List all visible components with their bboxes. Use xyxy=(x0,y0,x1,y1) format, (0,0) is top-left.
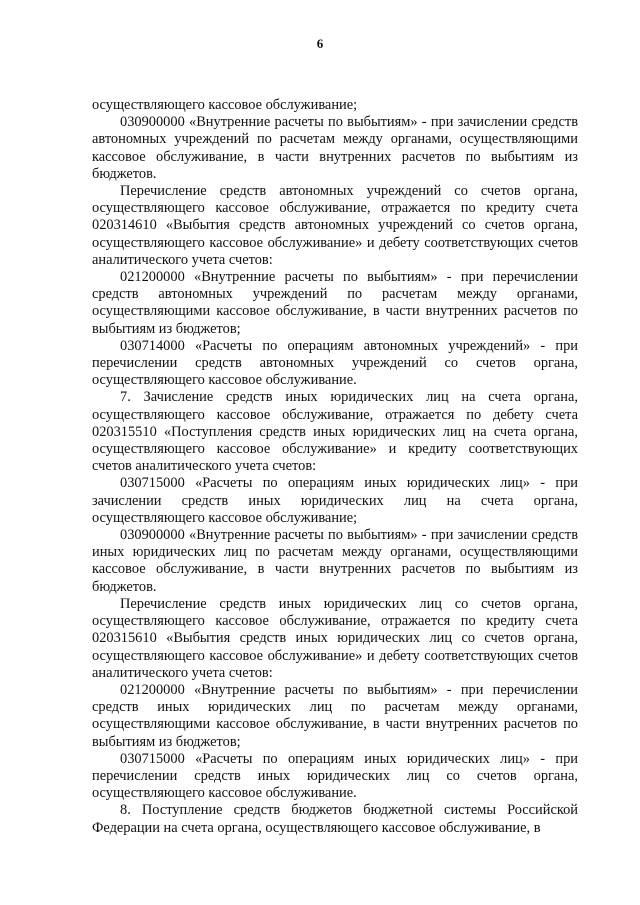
paragraph: Перечисление средств иных юридических лиц со счетов органа, осуществляющего кассовое обслуживание, отражается по кредиту счета 020315610 «Выбытия средств иных юридических лиц со счетов органа, осуществляющего кассовое обслуживание» и дебету соответствующих счетов аналитического учета счетов: xyxy=(92,595,578,681)
paragraph-section-8: 8. Поступление средств бюджетов бюджетной системы Российской Федерации на счета органа, осуществляющего кассовое обслуживание, в xyxy=(92,802,578,836)
paragraph: 021200000 «Внутренние расчеты по выбытиям» - при перечислении средств иных юридических лиц по расчетам между органами, осуществляющими кассовое обслуживание, в части внутренних расчетов по выбытиям из бюджетов; xyxy=(92,681,578,750)
paragraph: Перечисление средств автономных учреждений со счетов органа, осуществляющего кассовое обслуживание, отражается по кредиту счета 020314610 «Выбытия средств автономных учреждений со счетов органа, осуществляющего кассовое обслуживание» и дебету соответствующих счетов аналитического учета счетов: xyxy=(92,183,578,268)
paragraph: 030715000 «Расчеты по операциям иных юридических лиц» - при зачислении средств иных юридических лиц на счета органа, осуществляющего кассовое обслуживание; xyxy=(92,475,578,526)
page-number: 6 xyxy=(316,36,324,51)
paragraph: 030714000 «Расчеты по операциям автономных учреждений» - при перечислении средств автономных учреждений со счетов органа, осуществляющего кассовое обслуживание. xyxy=(92,337,578,389)
paragraph: 030715000 «Расчеты по операциям иных юридических лиц» - при перечислении средств иных юридических лиц со счетов органа, осуществляющего кассовое обслуживание. xyxy=(92,750,578,802)
paragraph: 030900000 «Внутренние расчеты по выбытиям» - при зачислении средств иных юридических лиц по расчетам между органами, осуществляющими кассовое обслуживание, в части внутренних расчетов по выбытиям из бюджетов. xyxy=(92,527,578,595)
document-body xyxy=(92,97,578,837)
paragraph: 030900000 «Внутренние расчеты по выбытиям» - при зачислении средств автономных учреждений по расчетам между органами, осуществляющими кассовое обслуживание, в части внутренних расчетов по выбытиям из бюджетов. xyxy=(92,114,578,182)
paragraph-continuation: осуществляющего кассовое обслуживание; xyxy=(92,97,358,113)
paragraph: 021200000 «Внутренние расчеты по выбытиям» - при перечислении средств автономных учреждений по расчетам между органами, осуществляющими кассовое обслуживание, в части внутренних расчетов по выбытиям из бюджетов; xyxy=(92,269,578,337)
paragraph-section-7: 7. Зачисление средств иных юридических лиц на счета органа, осуществляющего кассовое обслуживание, отражается по дебету счета 020315510 «Поступления средств иных юридических лиц на счета органа, осуществляющего кассовое обслуживание» и кредиту соответствующих счетов аналитического учета счетов: xyxy=(92,389,578,475)
